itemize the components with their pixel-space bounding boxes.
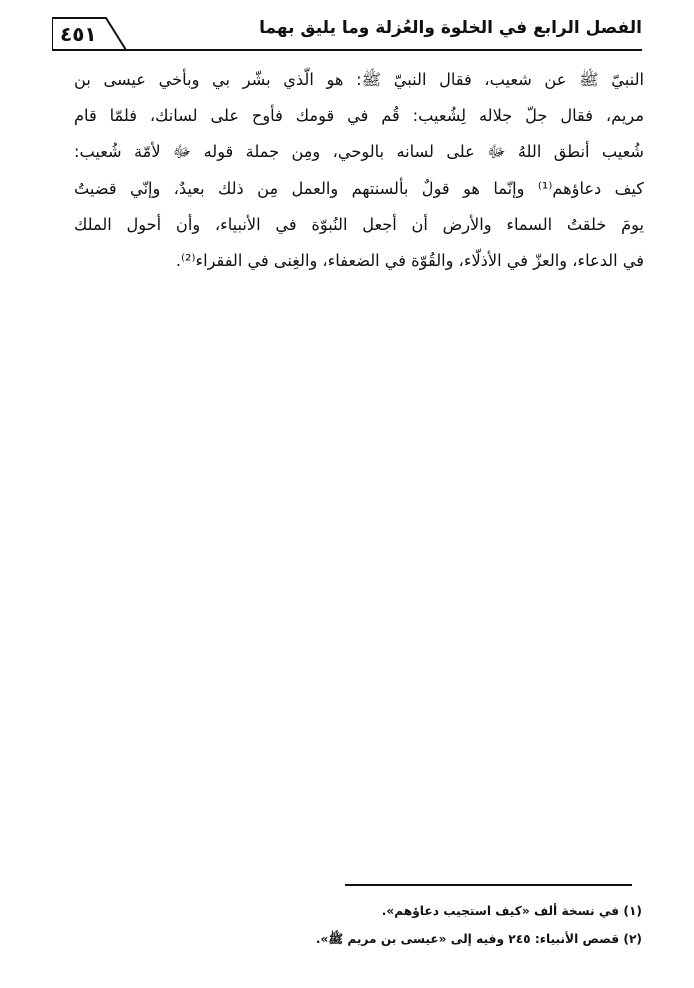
footnote: (١) في نسخة ألف «كيف استجيب دعاؤهم». bbox=[381, 904, 642, 918]
body-line: النبيّ ﷺ عن شعيب، فقال النبيّ ﷺ: هو الّذي بشّر بي وبأخي عيسى بن bbox=[74, 70, 644, 89]
chapter-title: الفصل الرابع في الخلوة والعُزلة وما يليق بهما bbox=[259, 18, 642, 38]
footnotes bbox=[122, 897, 642, 953]
body-line: مريم، فقال جلّ جلاله لِشُعيب: قُم في قومك فأوح على لسانك، فلمّا قام bbox=[74, 106, 644, 126]
body-line: شُعيب أنطق اللهُ ﷻ على لسانه بالوحي، ومِن جملة قوله ﷻ لأمّة شُعيب: bbox=[74, 142, 644, 162]
body-line: كيف دعاؤهم⁽¹⁾ وإنّما هو قولٌ بألسنتهم والعمل مِن ذلك بعيدٌ، وإنّي قضيتُ bbox=[74, 178, 644, 198]
body-line: في الدعاء، والعزّ في الأذلّاء، والقُوّة في الضعفاء، والغِنى في الفقراء⁽²⁾. bbox=[175, 250, 644, 270]
running-header bbox=[52, 16, 642, 56]
header-rule bbox=[52, 49, 642, 51]
body-text bbox=[74, 62, 644, 279]
footnote: (٢) قصص الأنبياء: ٢٤٥ وفيه إلى «عيسى بن مريم ﷺ». bbox=[315, 932, 642, 946]
footnote-separator bbox=[345, 884, 632, 886]
page-number-tab bbox=[52, 16, 126, 50]
body-line: يومَ خلقتُ السماء والأرض أن أجعل النُبوّة في الأنبياء، وأن أحول الملك bbox=[74, 214, 644, 234]
page-number: ٤٥١ bbox=[60, 22, 97, 46]
